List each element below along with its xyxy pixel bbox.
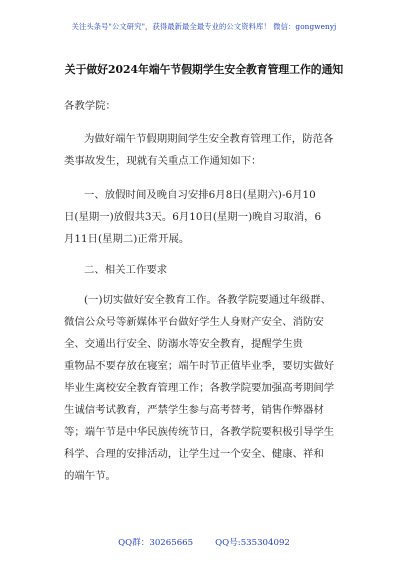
footer-contact [0, 536, 408, 548]
paragraph-line: 全、交通出行安全、防溺水等安全教育，提醒学生贵 [64, 338, 303, 350]
paragraph-line: 生诚信考试教育，严禁学生参与高考替考，销售作弊器材 [64, 404, 324, 416]
paragraph-line: 毕业生离校安全教育管理工作；各教学院要加强高考期间学 [64, 382, 335, 394]
section-heading [64, 259, 364, 281]
paragraph-line: 等；端午节是中华民族传统节日，各教学院要积极引导学生 [64, 426, 335, 438]
paragraph-line: 科学、合理的安排活动，让学生过一个安全、健康、祥和 [64, 448, 324, 460]
greeting-line: 各教学院： [64, 100, 116, 112]
paragraph-line: 一、放假时间及晚自习安排6月8日(星期六)-6月10 [84, 189, 316, 201]
paragraph-line: (一)切实做好安全教育工作。各教学院要通过年级群、 [84, 294, 332, 306]
paragraph-line: 微信公众号等新媒体平台做好学生人身财产安全、消防安 [64, 316, 324, 328]
greeting [64, 95, 364, 117]
paragraph-holiday-schedule [64, 184, 364, 250]
document-title: 关于做好2024年端午节假期学生安全教育管理工作的通知 [64, 63, 344, 76]
paragraph-line: 日(星期一)放假共3天。6月10日(星期一)晚自习取消，6 [64, 211, 322, 223]
paragraph-intro [64, 128, 364, 172]
paragraph-line: 类事故发生，现就有关重点工作通知如下： [64, 155, 262, 167]
section-heading-text: 二、相关工作要求 [84, 264, 168, 276]
paragraph-line: 重物品不要存放在寝室；端午时节正值毕业季，要切实做好 [64, 360, 335, 372]
header-promo-note: 关注头条号"公文研究"，获得最新最全最专业的公文资料库！ 微信：gongwenyj [71, 22, 337, 31]
paragraph-line: 的端午节。 [64, 470, 116, 482]
footer-qq-group: QQ群：30265665 [118, 538, 194, 548]
footer-qq-number: QQ号:535304092 [215, 538, 290, 548]
paragraph-safety-education [64, 289, 364, 487]
paragraph-line: 月11日(星期二)正常开展。 [64, 233, 190, 245]
paragraph-line: 为做好端午节假期期间学生安全教育管理工作，防范各 [84, 133, 334, 145]
